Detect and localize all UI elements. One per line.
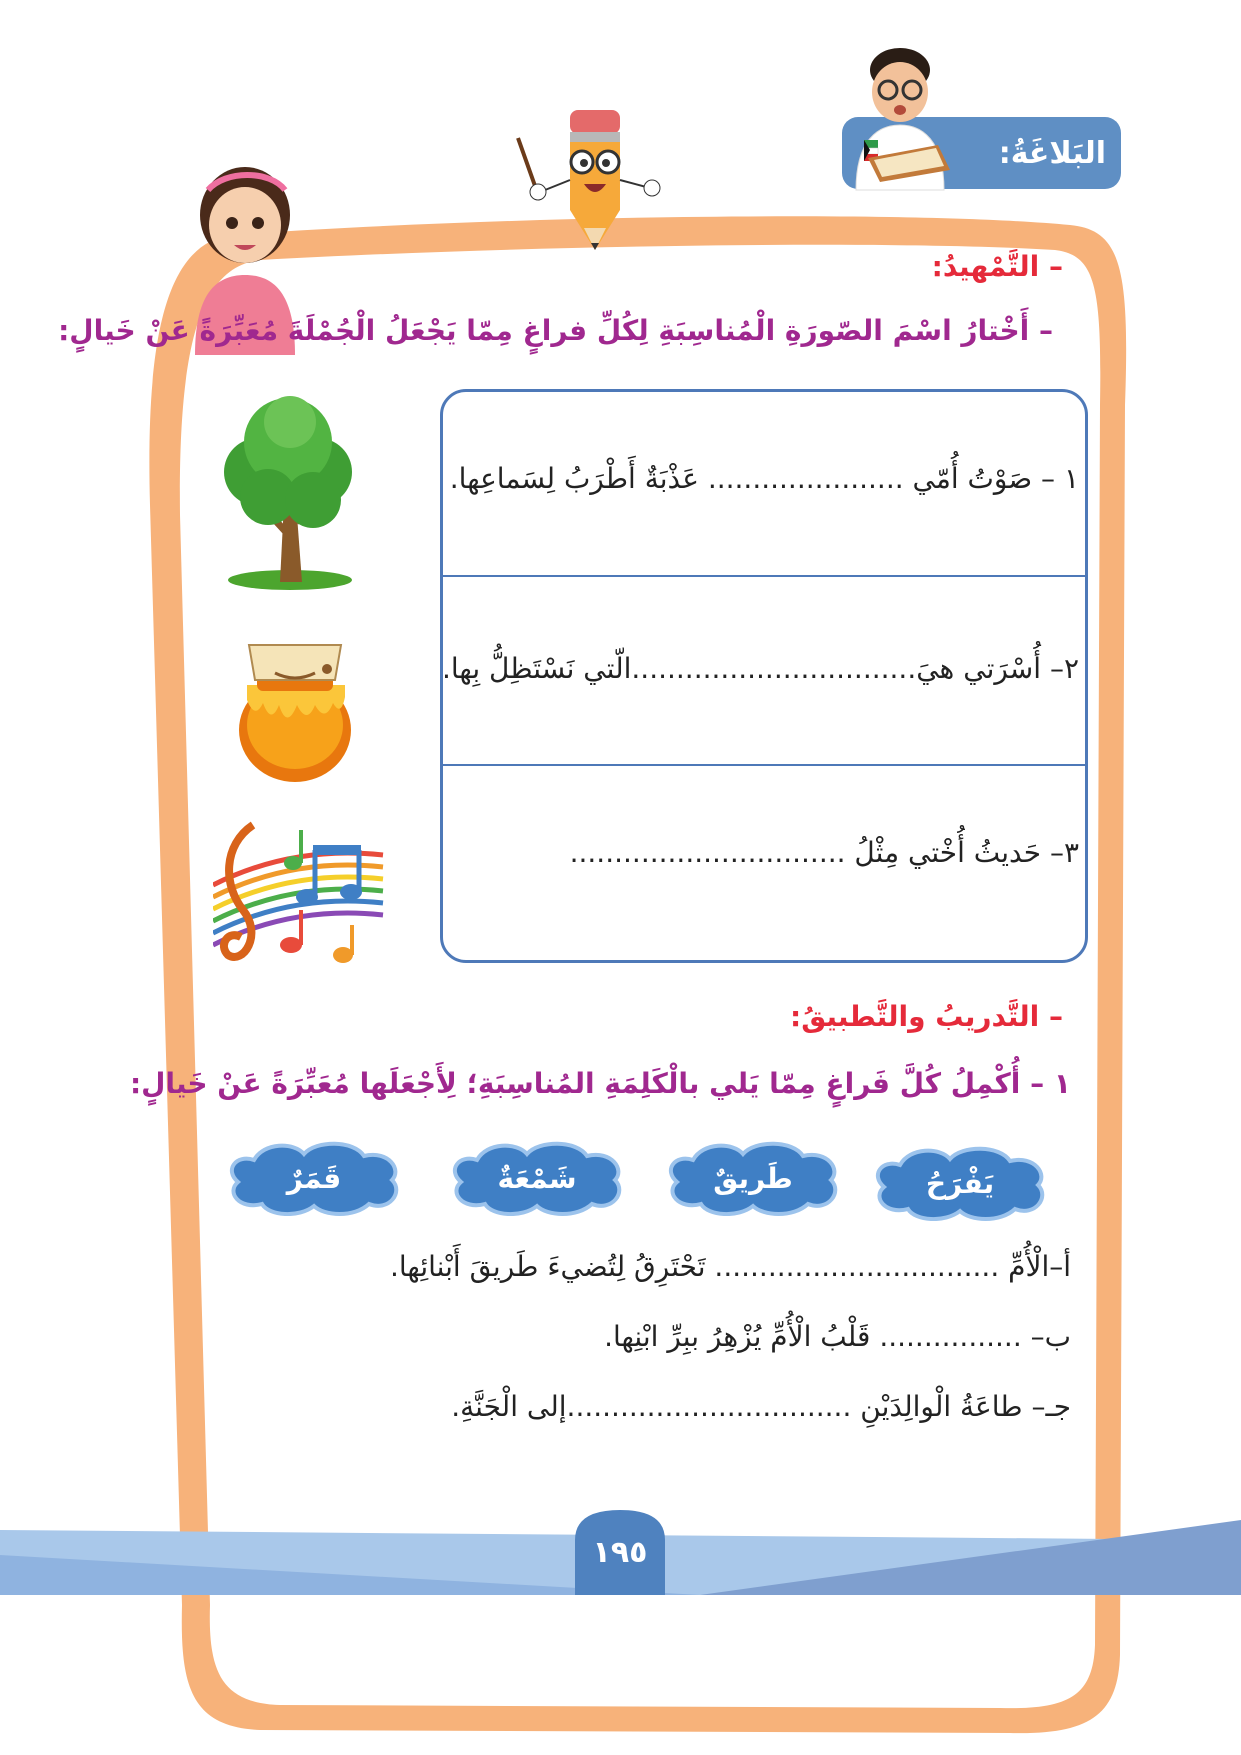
intro-sentence-1: ١ – صَوْتُ أُمّي ...................... عَذْبَةٌ أَطْرَبُ لِسَماعِها. [449, 462, 1079, 495]
word-option-2: طَريقٌ [713, 1161, 793, 1195]
word-option-3: شَمْعَةٌ [497, 1161, 577, 1195]
fill-sentence-c: جـ– طاعَةُ الْوالِدَيْنِ ................................إلى الْجَنَّةِ. [451, 1390, 1071, 1423]
word-option-4: قَمَرٌ [286, 1161, 342, 1195]
pencil-mascot-illustration [510, 100, 670, 260]
intro-sentence-2: ٢– أُسْرَتي هيَ................................الّتي نَسْتَظِلُّ بِها. [441, 652, 1079, 685]
practice-section-title: – التَّدريبُ والتَّطبيقُ: [790, 1000, 1063, 1033]
boy-reading-illustration [838, 40, 956, 192]
row-divider [440, 575, 1088, 577]
honey-jar-image [235, 625, 355, 785]
practice-instruction: ١ – أُكْمِلُ كُلَّ فَراغٍ مِمّا يَلي بالْكَلِمَةِ المُناسِبَةِ؛ لِأَجْعَلَها مُعَبِّرَةً عَنْ خَيالٍ: [129, 1067, 1071, 1100]
page-number: ١٩٥ [592, 1535, 648, 1570]
tree-image [218, 382, 358, 597]
fill-sentence-b: ب– ................ قَلْبُ الْأُمِّ يُزْهِرُ ببِرِّ ابْنِها. [604, 1320, 1071, 1353]
intro-sentence-3: ٣– حَديثُ أُخْتي مِثْلُ ............................... [569, 836, 1079, 869]
fill-sentence-a: أ–الْأُمِّ ................................ تَحْتَرِقُ لِتُضيءَ طَريقَ أَبْنائِها. [390, 1250, 1071, 1283]
intro-section-title: – التَّمْهيدُ: [931, 250, 1063, 283]
music-notes-image [213, 815, 388, 980]
intro-instruction: – أَخْتارُ اسْمَ الصّورَةِ الْمُناسِبَةِ لِكُلِّ فراغٍ مِمّا يَجْعَلُ الْجُمْلَةَ مُعَبِّرَةً عَنْ خَيالٍ: [58, 314, 1053, 347]
row-divider [440, 764, 1088, 766]
word-option-1: يَفْرَحُ [925, 1166, 995, 1200]
section-badge-label: البَلاغَةُ: [998, 135, 1106, 171]
